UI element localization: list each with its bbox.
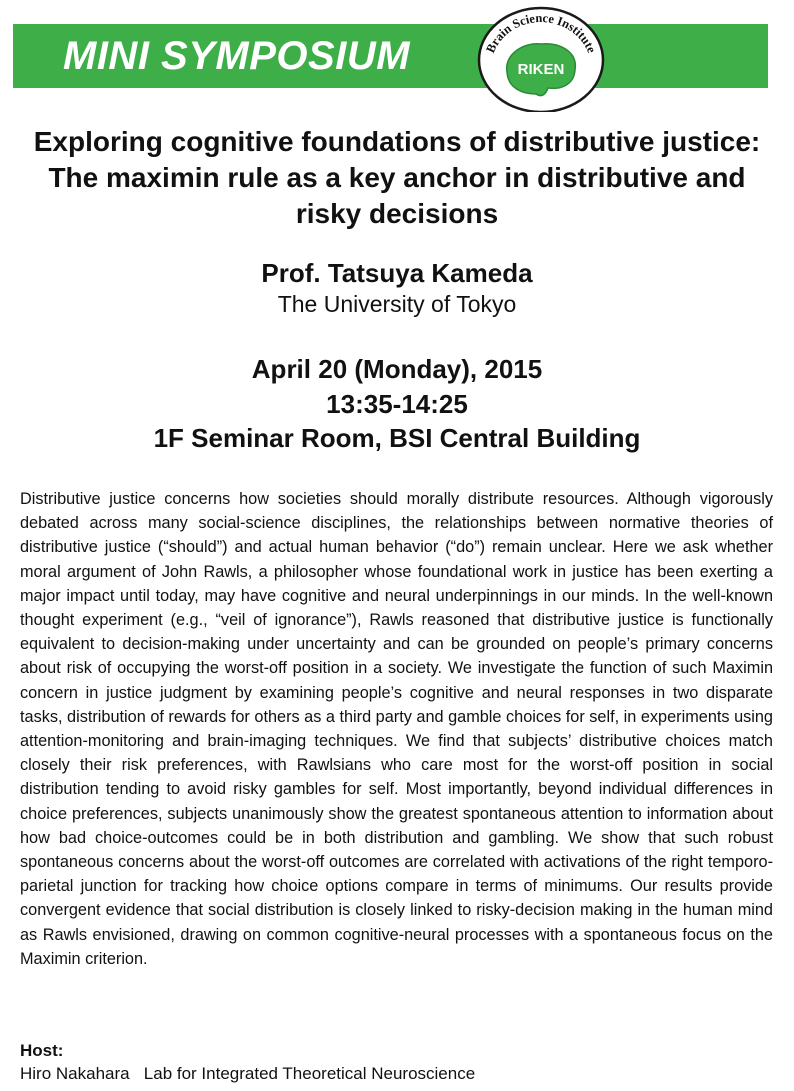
logo-arc-text: Brain Science Institute — [483, 10, 599, 56]
host-name: Hiro Nakahara — [20, 1064, 130, 1083]
host-line — [20, 1064, 475, 1084]
logo-center-text: RIKEN — [517, 61, 565, 78]
talk-title: Exploring cognitive foundations of distributive justice: The maximin rule as a key anchor in distributive and risky decisions — [33, 126, 761, 229]
event-date: April 20 (Monday), 2015 — [251, 354, 543, 384]
riken-bsi-logo — [474, 2, 608, 112]
speaker-affiliation: The University of Tokyo — [277, 291, 517, 317]
abstract-text: Distributive justice concerns how societies should morally distribute resources. Although vigorously debated across many social-science disciplines, the relationships between normative theories of distributive justice (“should”) and actual human behavior (“do”) remain unclear. Here we ask whether moral argument of John Rawls, a philosopher whose foundational work in justice has been exerting a major impact until today, may have cognitive and neural underpinnings in our minds. In the well-known thought experiment (e.g., “veil of ignorance”), Rawls reasoned that distributive justice is functionally equivalent to decision-making under uncertainty and can be grounded on people’s primary concerns about risk of occupying the worst-off position in a society. We investigate the function of such Maximin concern in justice judgment by examining people’s cognitive and neural responses in two disparate tasks, distribution of rewards for others as a third party and gamble choices for self, in experiments using attention-monitoring and brain-imaging techniques. We find that subjects’ distributive choices match closely their risk preferences, with Rawlsians who care most for the worst-off position in social distribution tending to avoid risky gambles for self. Most importantly, beyond individual differences in choice preferences, subjects unanimously show the greatest spontaneous attention to information about how bad choice-outcomes could be in both distribution and gambling. We show that such robust spontaneous concerns about the worst-off outcomes are correlated with activations of the right temporo-parietal junction for tracking how choice options compare in terms of minimums. Our results provide convergent evidence that social distribution is closely linked to risky-decision making in the human mind as Rawls envisioned, drawing on common cognitive-neural processes with a spontaneous focus on the Maximin criterion. — [20, 490, 773, 968]
event-venue: 1F Seminar Room, BSI Central Building — [153, 423, 641, 453]
speaker-name: Prof. Tatsuya Kameda — [261, 258, 533, 288]
event-time: 13:35-14:25 — [326, 389, 468, 419]
host-lab: Lab for Integrated Theoretical Neuroscience — [143, 1064, 476, 1083]
banner-title: MINI SYMPOSIUM — [63, 34, 411, 78]
host-label: Host: — [20, 1041, 64, 1060]
header-banner — [13, 24, 768, 88]
